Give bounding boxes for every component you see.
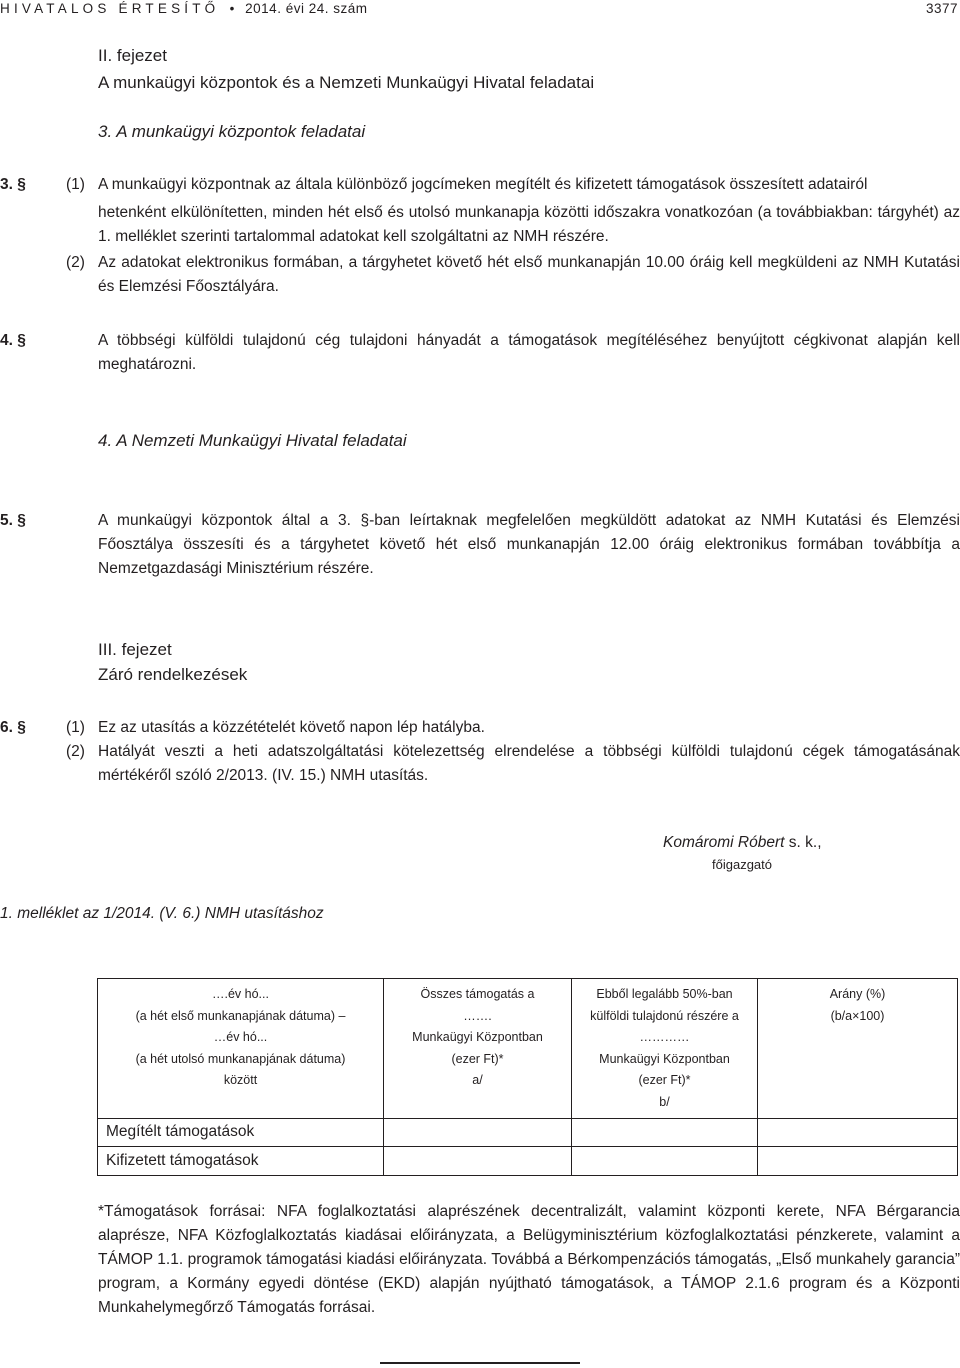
header-cell-period bbox=[98, 984, 383, 1092]
s5-text: A munkaügyi központok által a 3. §-ban leírtaknak megfelelően megküldött adatokat az NMH Kutatási és Elemzési Főosztálya összesíti és a tárgyhetet követő hét első munkanapján 12.00 óráig elektronikus formában továbbítja a Nemzetgazdasági Minisztérium részére. bbox=[98, 512, 960, 577]
table-row-divider bbox=[97, 1146, 958, 1147]
section-3-number: 3. § bbox=[0, 176, 26, 193]
header-text: b/ bbox=[659, 1094, 670, 1109]
header-text: (ezer Ft)* bbox=[638, 1073, 691, 1087]
header-cell-total bbox=[384, 984, 571, 1092]
bottom-rule bbox=[380, 1362, 580, 1364]
table-right-border bbox=[957, 978, 958, 1176]
issue-number: 2014. évi 24. szám bbox=[245, 1, 368, 16]
s4-text: A többségi külföldi tulajdonú cég tulajdoni hányadát a támogatások megítéléséhez benyújtott cégkivonat alapján kell meghatározni. bbox=[98, 332, 960, 373]
signatory-name: Komáromi Róbert bbox=[663, 834, 785, 851]
header-cell-foreign bbox=[572, 984, 757, 1113]
header-text: a/ bbox=[472, 1073, 483, 1087]
s3-p2-label: (2) bbox=[66, 254, 85, 271]
table-header-divider bbox=[97, 1118, 958, 1119]
chapter-3-label: III. fejezet bbox=[98, 640, 172, 659]
signature-suffix: s. k., bbox=[784, 834, 822, 851]
subtitle-3: 3. A munkaügyi központok feladatai bbox=[98, 122, 366, 141]
s6-p2-text: Hatályát veszti a heti adatszolgáltatási kötelezettség elrendelése a többségi külföldi tulajdonú cégek támogatásának mértékéről szóló 2/2013. (IV. 15.) NMH utasítás. bbox=[98, 743, 960, 784]
s3-p1-line1: A munkaügyi központnak az általa különböző jogcímeken megítélt és kifizetett támogatások összesített adatairól bbox=[98, 176, 868, 193]
chapter-3-title: Záró rendelkezések bbox=[98, 665, 248, 684]
header-cell-ratio bbox=[758, 984, 957, 1027]
header-text: Összes támogatás a bbox=[420, 987, 535, 1001]
s3-p1-label: (1) bbox=[66, 176, 85, 193]
header-text: ……. bbox=[463, 1008, 492, 1023]
header-text: Arány (%) bbox=[829, 987, 886, 1001]
s6-p2-label: (2) bbox=[66, 743, 85, 760]
header-bullet: • bbox=[229, 1, 235, 16]
header-text: Munkaügyi Központban bbox=[412, 1030, 543, 1044]
row-label-paid: Kifizetett támogatások bbox=[106, 1152, 259, 1169]
table-bottom-border bbox=[97, 1175, 958, 1176]
header-text: (b/a×100) bbox=[830, 1008, 885, 1023]
header-text: (a hét első munkanapjának dátuma) – bbox=[135, 1008, 346, 1023]
s3-p2-text: Az adatokat elektronikus formában, a tárgyhetet követő hét első munkanapján 10.00 óráig kell megküldeni az NMH Kutatási és Elemzési Főosztályára. bbox=[98, 254, 960, 295]
header-text: Munkaügyi Központban bbox=[599, 1051, 730, 1066]
s6-p1-label: (1) bbox=[66, 719, 85, 736]
s3-p1-rest: hetenként elkülönítetten, minden hét első és utolsó munkanapja közötti időszakra vonatkozóan (a továbbiakban: tárgyhét) az 1. melléklet szerinti tartalommal adatokat kell szolgáltatni az NMH részére. bbox=[98, 204, 960, 245]
page-number: 3377 bbox=[925, 1, 958, 16]
footnote: *Támogatások forrásai: NFA foglalkoztatási alaprészének decentralizált, valamint központi kerete, NFA Bérgarancia alaprésze, NFA Közfoglalkoztatás kiadásai előirányzata, a Belügyminisztérium közfoglalkoztatási pénzkerete, valamint a TÁMOP 1.1. programok támogatási kiadási előirányzata. Továbbá a Bérkompenzációs támogatás, „Első munkahely garancia” program, a Kormány egyedi döntése (EKD) alapján nyújtható támogatások, a TÁMOP 2.1.6 program és a Központi Munkahelymegőrző Támogatás forrásai. bbox=[98, 1203, 960, 1316]
header-text: (a hét utolsó munkanapjának dátuma) bbox=[135, 1051, 346, 1066]
chapter-2-label: II. fejezet bbox=[98, 46, 167, 65]
row-label-granted: Megítélt támogatások bbox=[106, 1123, 255, 1140]
signatory-title: főigazgató bbox=[712, 857, 772, 872]
section-6-number: 6. § bbox=[0, 719, 26, 736]
s6-p1-text: Ez az utasítás a közzétételét követő napon lép hatályba. bbox=[98, 719, 485, 736]
annex-title: 1. melléklet az 1/2014. (V. 6.) NMH utasításhoz bbox=[0, 905, 324, 922]
header-text: között bbox=[223, 1073, 258, 1087]
section-5-number: 5. § bbox=[0, 512, 26, 529]
header-text: külföldi tulajdonú részére a bbox=[590, 1008, 739, 1023]
header-text: (ezer Ft)* bbox=[451, 1051, 504, 1066]
subtitle-4: 4. A Nemzeti Munkaügyi Hivatal feladatai bbox=[98, 431, 407, 450]
chapter-2-title: A munkaügyi központok és a Nemzeti Munkaügyi Hivatal feladatai bbox=[98, 73, 595, 92]
header-text: ………… bbox=[639, 1030, 690, 1044]
header-text: Ebből legalább 50%-ban bbox=[596, 987, 733, 1001]
header-text: ….év hó... bbox=[212, 987, 269, 1001]
section-4-number: 4. § bbox=[0, 332, 26, 349]
header-text: …év hó... bbox=[213, 1030, 268, 1044]
journal-name: HIVATALOS ÉRTESÍTŐ bbox=[0, 1, 220, 16]
table-top-border bbox=[97, 978, 958, 979]
